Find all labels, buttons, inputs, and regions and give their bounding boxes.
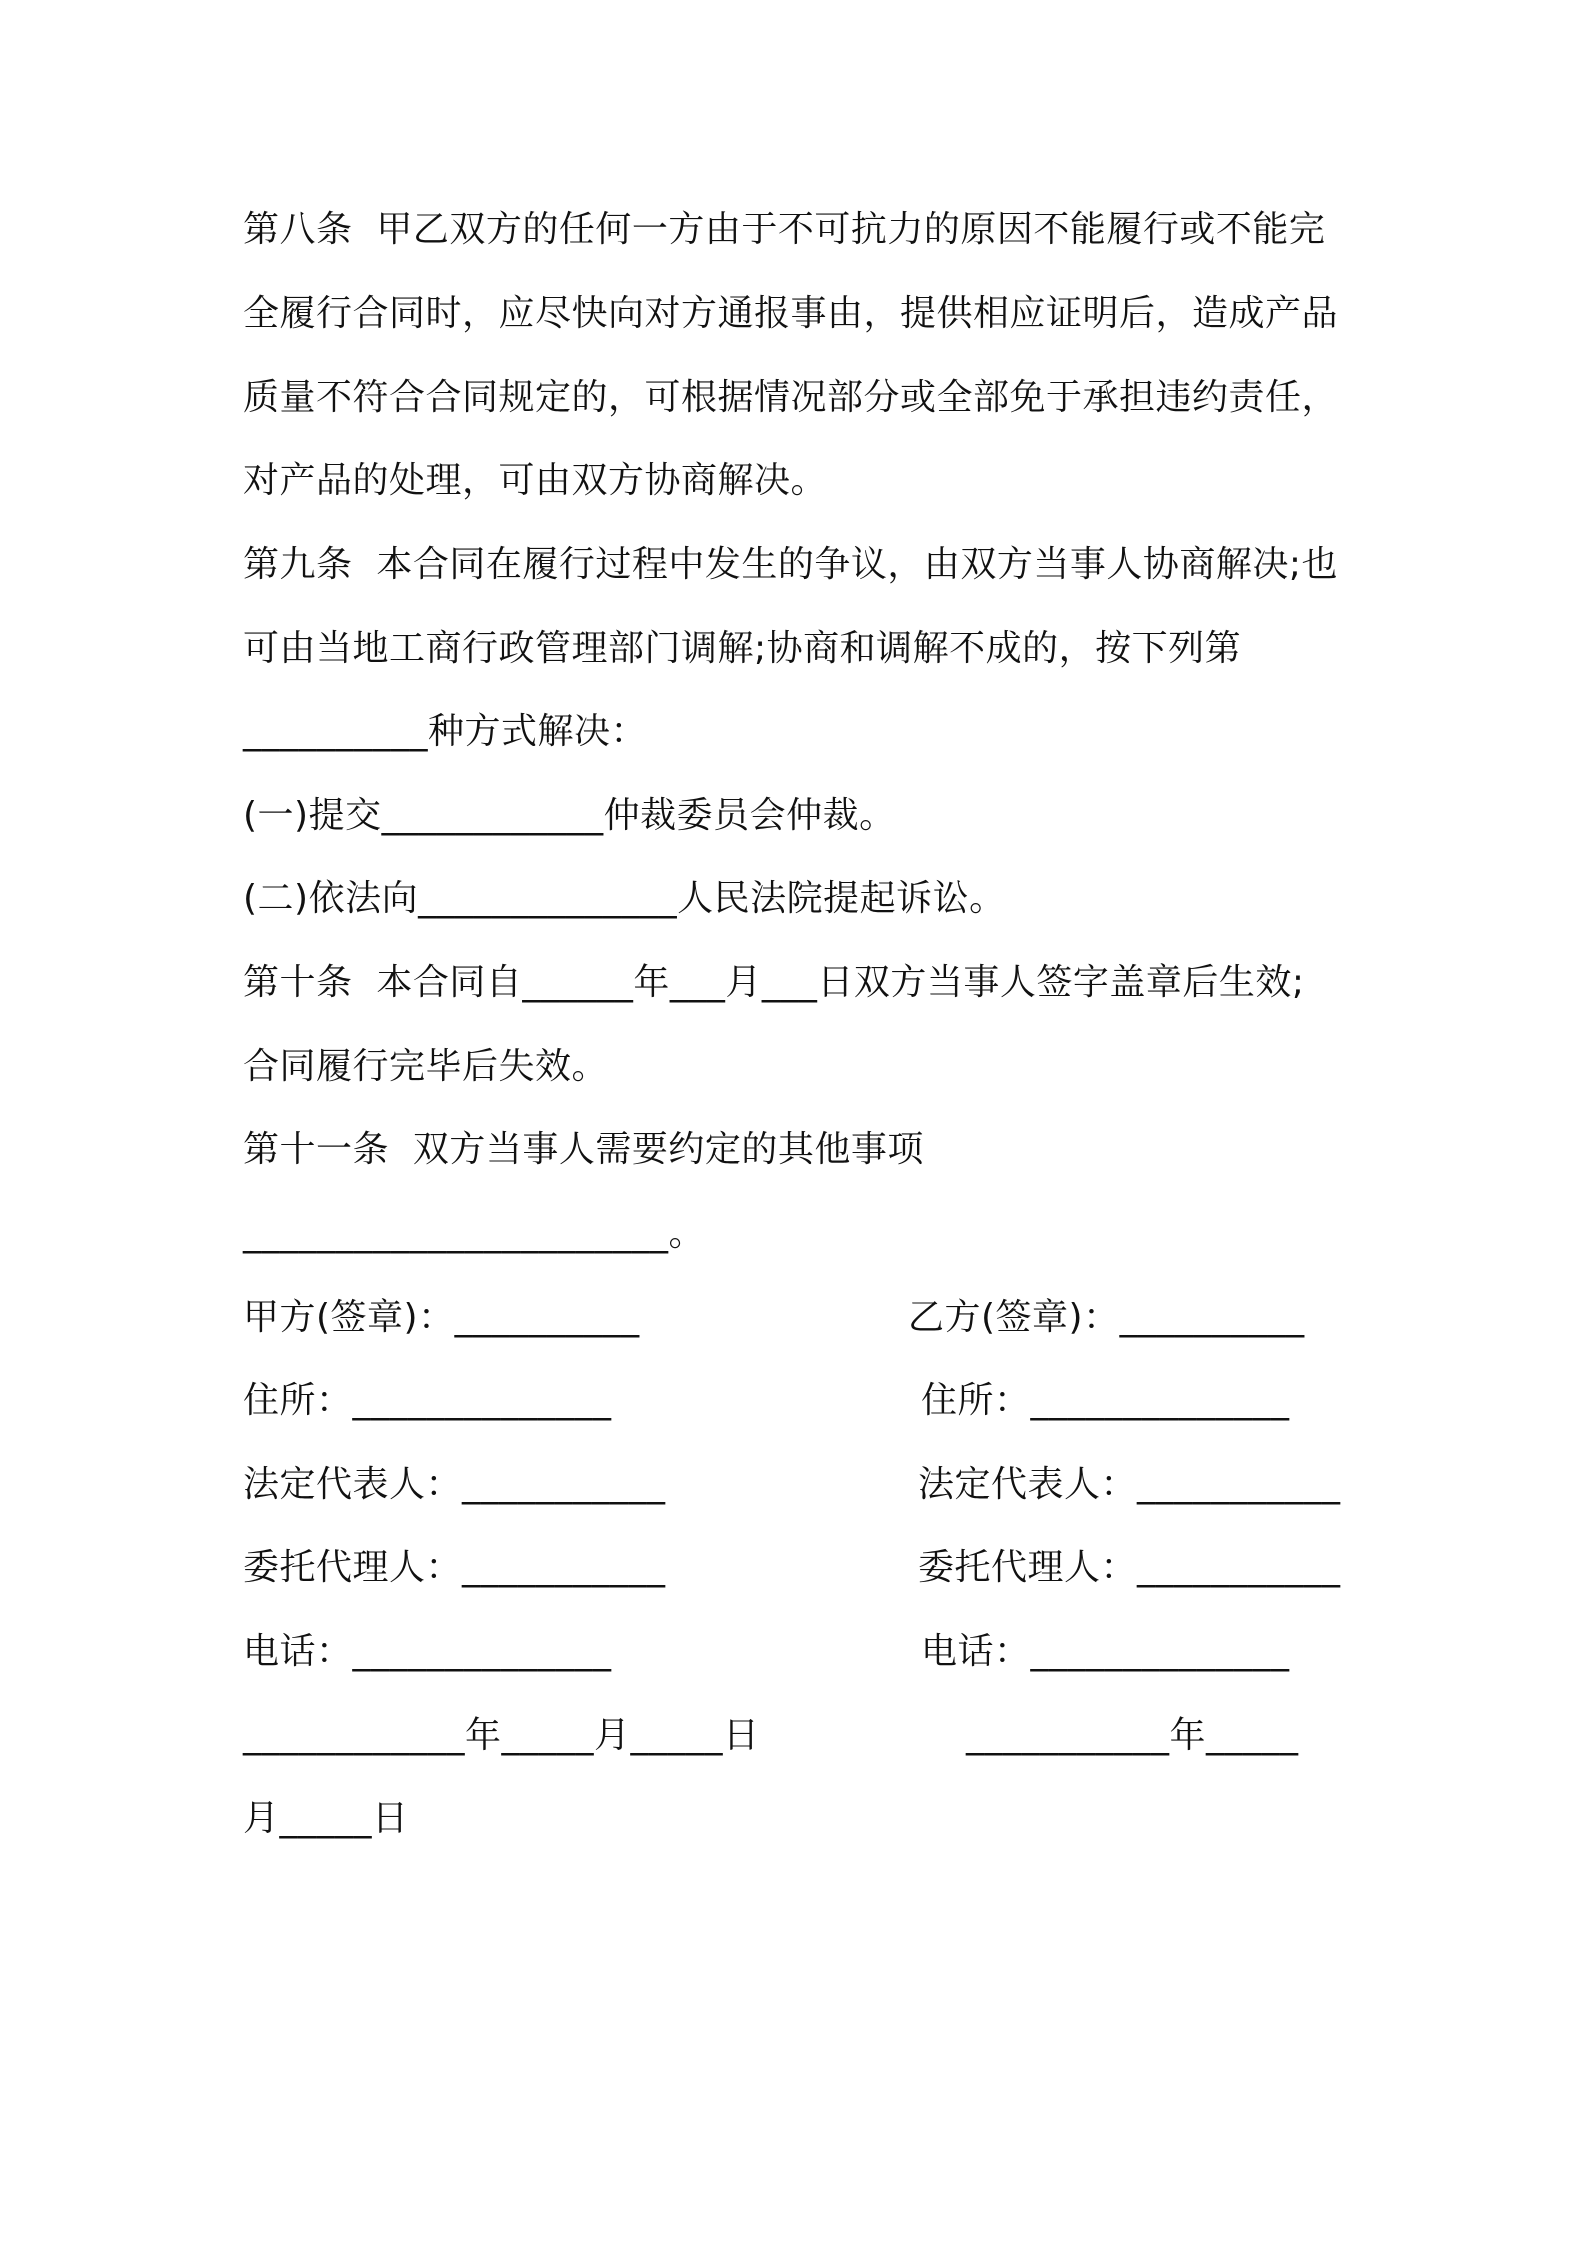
article-8-line-4: 对产品的处理，可由双方协商解决。 (243, 460, 828, 501)
party-b-agent: 委托代理人：___________ (918, 1547, 1341, 1588)
article-8-line-1: 第八条 甲乙双方的任何一方由于不可抗力的原因不能履行或不能完 (243, 209, 1326, 250)
article-11-line-2: _______________________。 (243, 1213, 705, 1254)
party-b-seal: 乙方(签章)：__________ (908, 1297, 1305, 1338)
party-a-agent: 委托代理人：___________ (243, 1547, 666, 1588)
article-11-line-1: 第十一条 双方当事人需要约定的其他事项 (243, 1129, 924, 1170)
party-b-address: 住所：______________ (921, 1380, 1290, 1421)
party-b-date-part-1: ___________年_____ (966, 1715, 1299, 1756)
party-a-seal: 甲方(签章)：__________ (243, 1297, 640, 1338)
article-9-option-1: (一)提交____________仲裁委员会仲裁。 (243, 795, 896, 836)
party-a-address: 住所：______________ (243, 1380, 612, 1421)
article-9-line-2: 可由当地工商行政管理部门调解;协商和调解不成的，按下列第 (243, 628, 1242, 669)
article-10-line-2: 合同履行完毕后失效。 (243, 1046, 609, 1087)
party-b-legal-representative: 法定代表人：___________ (918, 1464, 1341, 1505)
article-8-line-3: 质量不符合合同规定的，可根据情况部分或全部免于承担违约责任， (243, 377, 1339, 418)
article-9-option-2: (二)依法向______________人民法院提起诉讼。 (243, 878, 1006, 919)
article-9-line-3: __________种方式解决： (243, 711, 648, 752)
party-a-date: ____________年_____月_____日 (243, 1715, 760, 1756)
party-a-phone: 电话：______________ (243, 1631, 612, 1672)
party-b-phone: 电话：______________ (921, 1631, 1290, 1672)
article-8-line-2: 全履行合同时，应尽快向对方通报事由，提供相应证明后，造成产品 (243, 293, 1339, 334)
article-10-line-1: 第十条 本合同自______年___月___日双方当事人签字盖章后生效; (243, 962, 1305, 1003)
party-a-legal-representative: 法定代表人：___________ (243, 1464, 666, 1505)
article-9-line-1: 第九条 本合同在履行过程中发生的争议，由双方当事人协商解决;也 (243, 544, 1339, 585)
party-b-date-part-2: 月_____日 (243, 1798, 409, 1839)
